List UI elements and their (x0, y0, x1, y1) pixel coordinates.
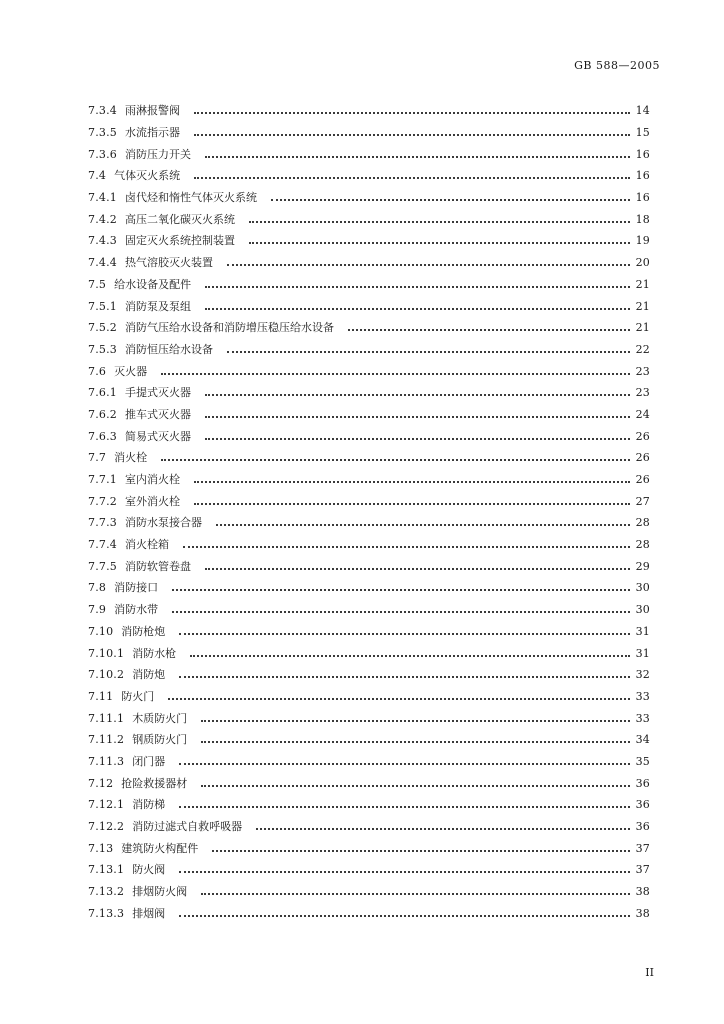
toc-entry-page: 31 (635, 646, 650, 660)
toc-dot-leader (194, 133, 630, 136)
toc-entry-title: 消防枪炮 (121, 624, 166, 638)
toc-entry-number: 7.10 (88, 624, 114, 638)
toc-entry-title: 排烟防火阀 (132, 885, 188, 899)
toc-entry-number: 7.3.6 (88, 147, 117, 161)
toc-entry-title: 消防软管卷盘 (125, 559, 191, 573)
toc-entry[interactable] (88, 100, 650, 122)
toc-entry[interactable] (88, 729, 650, 751)
toc-entry-page: 19 (635, 234, 650, 248)
toc-entry[interactable] (88, 165, 650, 187)
toc-entry-page: 29 (635, 559, 650, 573)
toc-entry[interactable] (88, 187, 650, 209)
toc-entry-number: 7.6 (88, 364, 107, 378)
toc-entry-title: 木质防火门 (132, 711, 188, 725)
toc-dot-leader (172, 588, 630, 591)
toc-entry-number: 7.4.3 (88, 234, 117, 248)
toc-entry-title: 闭门器 (132, 754, 166, 768)
toc-entry-title: 消防压力开关 (125, 147, 191, 161)
toc-dot-leader (194, 502, 630, 505)
toc-dot-leader (161, 372, 630, 375)
toc-entry-page: 15 (635, 126, 650, 140)
toc-entry-page: 38 (635, 906, 650, 920)
toc-entry[interactable] (88, 751, 650, 773)
toc-entry[interactable] (88, 534, 650, 556)
toc-entry-page: 28 (635, 538, 650, 552)
toc-entry-title: 排烟阀 (132, 906, 166, 920)
toc-dot-leader (172, 610, 630, 613)
toc-entry-page: 37 (635, 841, 650, 855)
toc-entry[interactable] (88, 425, 650, 447)
toc-dot-leader (194, 111, 630, 114)
toc-entry-title: 消防恒压给水设备 (125, 342, 213, 356)
toc-entry[interactable] (88, 642, 650, 664)
toc-entry[interactable] (88, 577, 650, 599)
toc-entry-title: 雨淋报警阀 (125, 104, 180, 118)
toc-entry-page: 34 (635, 733, 650, 747)
toc-dot-leader (227, 350, 630, 353)
toc-entry-number: 7.11 (88, 689, 114, 703)
toc-entry-title: 消防气压给水设备和消防增压稳压给水设备 (125, 321, 334, 335)
toc-entry-number: 7.13.1 (88, 863, 125, 877)
toc-entry-number: 7.6.1 (88, 386, 117, 400)
toc-entry-title: 消火栓箱 (125, 538, 169, 552)
toc-entry[interactable] (88, 816, 650, 838)
toc-entry-page: 26 (635, 429, 650, 443)
toc-dot-leader (168, 697, 630, 700)
toc-entry-number: 7.12.1 (88, 798, 125, 812)
toc-entry-title: 热气溶胶灭火装置 (125, 256, 213, 270)
toc-entry-page: 21 (635, 299, 650, 313)
toc-entry-number: 7.4.2 (88, 212, 117, 226)
toc-entry-title: 手提式灭火器 (125, 386, 191, 400)
toc-dot-leader (201, 719, 630, 722)
toc-entry-title: 消火栓 (114, 451, 148, 465)
toc-dot-leader (201, 740, 630, 743)
toc-entry-number: 7.12 (88, 776, 114, 790)
toc-entry-title: 消防梯 (132, 798, 166, 812)
toc-dot-leader (194, 480, 630, 483)
toc-entry-title: 推车式灭火器 (125, 407, 191, 421)
toc-dot-leader (179, 675, 630, 678)
toc-dot-leader (216, 523, 630, 526)
toc-entry-title: 简易式灭火器 (125, 429, 191, 443)
toc-entry-title: 消防泵及泵组 (125, 299, 191, 313)
page-number: II (645, 966, 654, 979)
toc-entry[interactable] (88, 512, 650, 534)
toc-entry[interactable] (88, 859, 650, 881)
toc-entry-page: 16 (635, 191, 650, 205)
standard-code-header: GB 588—2005 (574, 59, 660, 72)
toc-entry-page: 26 (635, 451, 650, 465)
toc-entry[interactable] (88, 686, 650, 708)
toc-entry-page: 35 (635, 754, 650, 768)
toc-entry-number: 7.10.1 (88, 646, 125, 660)
toc-entry-number: 7.7.3 (88, 516, 117, 530)
toc-entry-page: 32 (635, 668, 650, 682)
toc-entry-title: 消防水带 (114, 603, 159, 617)
toc-entry-number: 7.12.2 (88, 820, 125, 834)
toc-dot-leader (205, 415, 630, 418)
toc-entry-page: 22 (635, 342, 650, 356)
toc-entry-number: 7.7.2 (88, 494, 117, 508)
toc-entry[interactable] (88, 490, 650, 512)
toc-entry-title: 给水设备及配件 (114, 277, 192, 291)
toc-dot-leader (201, 784, 630, 787)
toc-entry-title: 室内消火栓 (125, 473, 180, 487)
table-of-contents (88, 100, 650, 924)
toc-entry-number: 7.10.2 (88, 668, 125, 682)
toc-dot-leader (179, 632, 630, 635)
toc-entry-page: 37 (635, 863, 650, 877)
toc-dot-leader (205, 307, 630, 310)
toc-dot-leader (227, 263, 630, 266)
toc-dot-leader (348, 328, 630, 331)
toc-entry-title: 抢险救援器材 (121, 776, 188, 790)
toc-entry-title: 建筑防火构配件 (121, 841, 199, 855)
toc-entry-title: 气体灭火系统 (114, 169, 181, 183)
toc-dot-leader (201, 892, 630, 895)
toc-entry[interactable] (88, 599, 650, 621)
toc-entry-page: 30 (635, 581, 650, 595)
toc-entry-number: 7.11.1 (88, 711, 125, 725)
toc-entry[interactable] (88, 143, 650, 165)
toc-entry-title: 防火门 (121, 689, 155, 703)
toc-entry-number: 7.13 (88, 841, 114, 855)
toc-entry-title: 消防水泵接合器 (125, 516, 202, 530)
toc-entry-page: 28 (635, 516, 650, 530)
toc-dot-leader (179, 805, 630, 808)
toc-entry-page: 36 (635, 776, 650, 790)
toc-entry-page: 14 (635, 104, 650, 118)
toc-entry-page: 36 (635, 820, 650, 834)
toc-entry[interactable] (88, 621, 650, 643)
toc-entry-page: 24 (635, 407, 650, 421)
toc-entry[interactable] (88, 208, 650, 230)
toc-entry[interactable] (88, 902, 650, 924)
toc-dot-leader (205, 393, 630, 396)
toc-dot-leader (249, 241, 630, 244)
toc-entry-page: 23 (635, 386, 650, 400)
toc-entry[interactable] (88, 772, 650, 794)
toc-entry-title: 水流指示器 (125, 126, 180, 140)
toc-dot-leader (179, 870, 630, 873)
toc-entry-title: 消防接口 (114, 581, 159, 595)
toc-entry[interactable] (88, 122, 650, 144)
toc-dot-leader (161, 458, 630, 461)
toc-entry-page: 21 (635, 321, 650, 335)
toc-dot-leader (183, 545, 630, 548)
toc-entry-number: 7.7.1 (88, 473, 117, 487)
toc-dot-leader (194, 176, 630, 179)
toc-entry-number: 7.5.2 (88, 321, 117, 335)
toc-entry[interactable] (88, 404, 650, 426)
toc-entry-page: 23 (635, 364, 650, 378)
toc-dot-leader (256, 827, 630, 830)
toc-entry[interactable] (88, 360, 650, 382)
toc-entry[interactable] (88, 881, 650, 903)
toc-entry-number: 7.11.3 (88, 754, 125, 768)
toc-entry-title: 高压二氧化碳灭火系统 (125, 212, 235, 226)
toc-entry-page: 21 (635, 277, 650, 291)
toc-entry-number: 7.7 (88, 451, 107, 465)
toc-entry-number: 7.5.3 (88, 342, 117, 356)
toc-entry[interactable] (88, 555, 650, 577)
toc-dot-leader (190, 654, 630, 657)
toc-entry-page: 18 (635, 212, 650, 226)
toc-entry-number: 7.3.4 (88, 104, 117, 118)
toc-entry[interactable] (88, 295, 650, 317)
toc-entry[interactable] (88, 469, 650, 491)
toc-entry-number: 7.7.4 (88, 538, 117, 552)
toc-entry-number: 7.4 (88, 169, 107, 183)
toc-entry[interactable] (88, 447, 650, 469)
toc-entry-number: 7.13.2 (88, 885, 125, 899)
toc-dot-leader (205, 567, 630, 570)
toc-entry-number: 7.9 (88, 603, 107, 617)
toc-entry[interactable] (88, 230, 650, 252)
toc-entry-title: 消防水枪 (132, 646, 177, 660)
toc-entry-number: 7.6.3 (88, 429, 117, 443)
toc-entry[interactable] (88, 252, 650, 274)
toc-entry-number: 7.5 (88, 277, 107, 291)
toc-entry-page: 36 (635, 798, 650, 812)
toc-dot-leader (179, 762, 630, 765)
toc-entry[interactable] (88, 837, 650, 859)
toc-entry-number: 7.7.5 (88, 559, 117, 573)
toc-dot-leader (249, 220, 630, 223)
toc-entry[interactable] (88, 707, 650, 729)
toc-entry-title: 防火阀 (132, 863, 166, 877)
toc-entry-page: 38 (635, 885, 650, 899)
toc-entry-number: 7.8 (88, 581, 107, 595)
toc-entry-number: 7.4.4 (88, 256, 117, 270)
toc-entry-title: 卤代烃和惰性气体灭火系统 (125, 191, 257, 205)
toc-entry[interactable] (88, 339, 650, 361)
toc-entry[interactable] (88, 664, 650, 686)
toc-entry-title: 室外消火栓 (125, 494, 180, 508)
toc-dot-leader (205, 155, 630, 158)
toc-entry-title: 钢质防火门 (132, 733, 188, 747)
toc-dot-leader (271, 198, 630, 201)
toc-entry-page: 20 (635, 256, 650, 270)
toc-entry[interactable] (88, 274, 650, 296)
toc-entry[interactable] (88, 382, 650, 404)
toc-entry-title: 固定灭火系统控制装置 (125, 234, 235, 248)
toc-entry-title: 消防炮 (132, 668, 166, 682)
toc-entry-number: 7.3.5 (88, 126, 117, 140)
toc-entry-page: 26 (635, 473, 650, 487)
toc-entry-number: 7.13.3 (88, 906, 125, 920)
toc-entry-page: 30 (635, 603, 650, 617)
toc-entry-number: 7.5.1 (88, 299, 117, 313)
toc-entry-page: 16 (635, 169, 650, 183)
toc-entry-page: 27 (635, 494, 650, 508)
toc-dot-leader (179, 914, 630, 917)
toc-entry[interactable] (88, 794, 650, 816)
toc-entry-page: 33 (635, 689, 650, 703)
toc-dot-leader (205, 437, 630, 440)
toc-entry-page: 16 (635, 147, 650, 161)
toc-entry-number: 7.4.1 (88, 191, 117, 205)
toc-entry-title: 消防过滤式自救呼吸器 (132, 820, 243, 834)
toc-entry-number: 7.6.2 (88, 407, 117, 421)
toc-entry[interactable] (88, 317, 650, 339)
toc-entry-title: 灭火器 (114, 364, 148, 378)
toc-entry-page: 33 (635, 711, 650, 725)
toc-dot-leader (212, 849, 630, 852)
toc-entry-page: 31 (635, 624, 650, 638)
toc-entry-number: 7.11.2 (88, 733, 125, 747)
toc-dot-leader (205, 285, 630, 288)
